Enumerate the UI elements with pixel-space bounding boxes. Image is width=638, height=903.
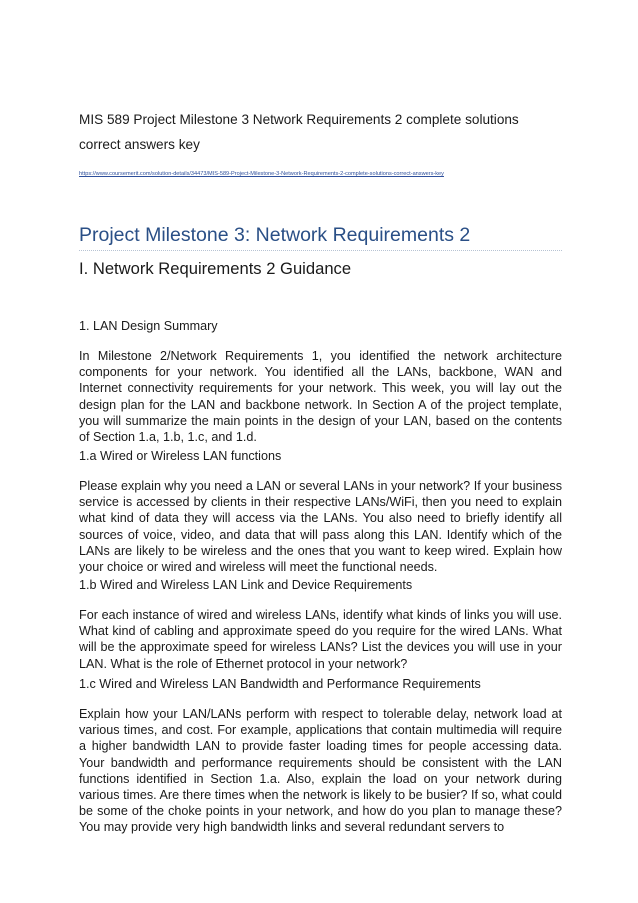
lan-link-device-heading: 1.b Wired and Wireless LAN Link and Device Requirements [79,578,413,592]
lan-link-device-body: For each instance of wired and wireless LANs, identify what kinds of links you will use. What kind of cabling and approximate speed do you require for the wired LANs. What will be the approximate speed for wireless LANs? List the devices you will use in your LAN. What is the role of Ethernet protocol in your network? [79,608,562,671]
section-heading: I. Network Requirements 2 Guidance [79,259,352,278]
lan-bandwidth-heading: 1.c Wired and Wireless LAN Bandwidth and Performance Requirements [79,677,481,691]
main-heading: Project Milestone 3: Network Requirements 2 [79,223,562,251]
lan-functions-body: Please explain why you need a LAN or several LANs in your network? If your business service is accessed by clients in their respective LANs/WiFi, then you need to explain what kind of data they will access via the LANs. You also need to briefly identify all sources of voice, video, and data that will pass along this LAN. Identify which of the LANs are likely to be wireless and the ones that you want to keep wired. Explain how your choice or wired and wireless will meet the functional needs. [79,479,562,575]
lan-design-summary-heading: 1. LAN Design Summary [79,319,218,333]
source-link[interactable]: https://www.coursemerit.com/solution-details/34473/MIS-589-Project-Milestone-3-Network-Requirements-2-complete-solutions-correct-answers-key [79,171,444,177]
lan-design-summary-body: In Milestone 2/Network Requirements 1, you identified the network architecture components for your network. You identified all the LANs, backbone, WAN and Internet connectivity requirements for your network. This week, you will lay out the design plan for the LAN and backbone network. In Section A of the project template, you will summarize the main points in the design of your LAN, based on the contents of Section 1.a, 1.b, 1.c, and 1.d. [79,349,562,445]
lan-bandwidth-body: Explain how your LAN/LANs perform with respect to tolerable delay, network load at various times, and cost. For example, applications that contain multimedia will require a higher bandwidth LAN to provide faster loading times for people accessing data. Your bandwidth and performance requirements should be consistent with the LAN functions identified in Section 1.a. Also, explain the load on your network during various times. Are there times when the network is likely to be busier? If so, what could be some of the choke points in your network, and how do you plan to manage these? You may provide very high bandwidth links and several redundant servers to [79,707,562,835]
document-title: MIS 589 Project Milestone 3 Network Requirements 2 complete solutions correct answers key [79,112,519,152]
lan-functions-heading: 1.a Wired or Wireless LAN functions [79,449,282,463]
